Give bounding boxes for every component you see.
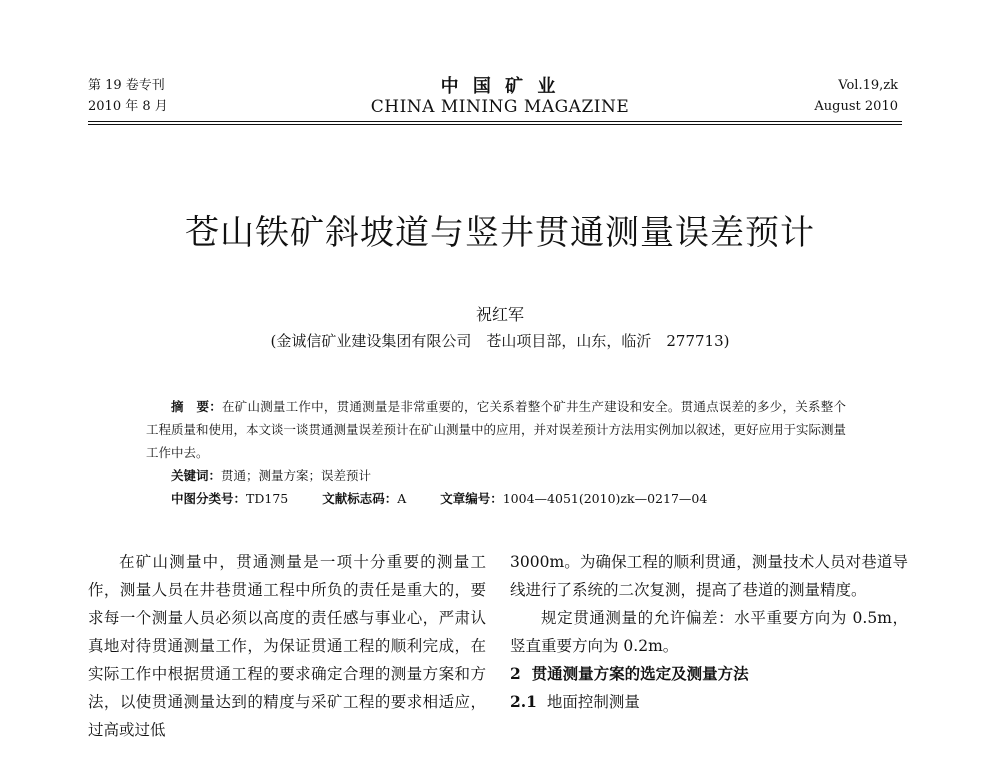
volume-label: Vol.19,zk — [838, 78, 898, 93]
abstract-text: 在矿山测量工作中，贯通测量是非常重要的，它关系着整个矿井生产建设和安全。贯通点误差的多少，关系整个工程质量和使用，本文谈一谈贯通测量误差预计在矿山测量中的应用，并对误差预计方法用实例加以叙述，更好应用于实际测量工作中去。 — [146, 399, 847, 460]
clc-label: 中图分类号： — [171, 491, 247, 506]
keywords-text: 贯通；测量方案；误差预计 — [221, 468, 372, 483]
section-heading-2 — [510, 660, 908, 688]
section-heading-2-1 — [510, 688, 908, 716]
article-no-label: 文章编号： — [440, 491, 503, 506]
author-affiliation: (金诚信矿业建设集团有限公司 苍山项目部，山东，临沂 277713) — [270, 332, 730, 350]
header-rule-bottom — [88, 124, 902, 125]
body-paragraph: 在矿山测量中，贯通测量是一项十分重要的测量工作，测量人员在井巷贯通工程中所负的责任是重大的，要求每一个测量人员必须以高度的责任感与事业心，严肃认真地对待贯通测量工作，为保证贯通工程的顺利完成，在实际工作中根据贯通工程的要求确定合理的测量方案和方法，以使贯通测量达到的精度与采矿工程的要求相适应，过高或过低 — [88, 553, 486, 739]
body-paragraph-tolerance: 规定贯通测量的允许偏差：水平重要方向为 0.5m，竖直重要方向为 0.2m。 — [510, 609, 908, 655]
section-number: 2 — [510, 664, 521, 683]
subsection-number: 2.1 — [510, 692, 537, 711]
date-label-cn: 2010 年 8 月 — [88, 99, 168, 114]
doc-code-label: 文献标志码： — [322, 491, 398, 506]
date-label-en: August 2010 — [814, 99, 898, 114]
issue-label: 第 19 卷专刊 — [88, 78, 165, 93]
article-no-value: 1004—4051(2010)zk—0217—04 — [502, 491, 708, 506]
keywords-line — [146, 464, 846, 487]
body-right-column — [510, 548, 908, 716]
body-paragraph-continued: 3000m。为确保工程的顺利贯通，测量技术人员对巷道导线进行了系统的二次复测，提高了巷道的测量精度。 — [510, 553, 908, 599]
article-title: 苍山铁矿斜坡道与竖井贯通测量误差预计 — [185, 213, 815, 253]
abstract-paragraph — [146, 395, 846, 464]
subsection-title: 地面控制测量 — [546, 693, 640, 711]
author-name: 祝红军 — [475, 305, 524, 324]
body-left-column — [88, 548, 486, 744]
clc-value: TD175 — [246, 491, 289, 506]
keywords-label: 关键词： — [171, 468, 222, 483]
journal-name-en: CHINA MINING MAGAZINE — [370, 97, 630, 117]
abstract-label: 摘 要： — [171, 399, 222, 414]
header-rule-top — [88, 121, 902, 122]
section-title: 贯通测量方案的选定及测量方法 — [531, 664, 749, 683]
journal-name-cn: 中 国 矿 业 — [440, 76, 560, 97]
abstract-block — [146, 395, 846, 510]
classification-line — [146, 487, 846, 510]
doc-code-value: A — [397, 491, 407, 506]
